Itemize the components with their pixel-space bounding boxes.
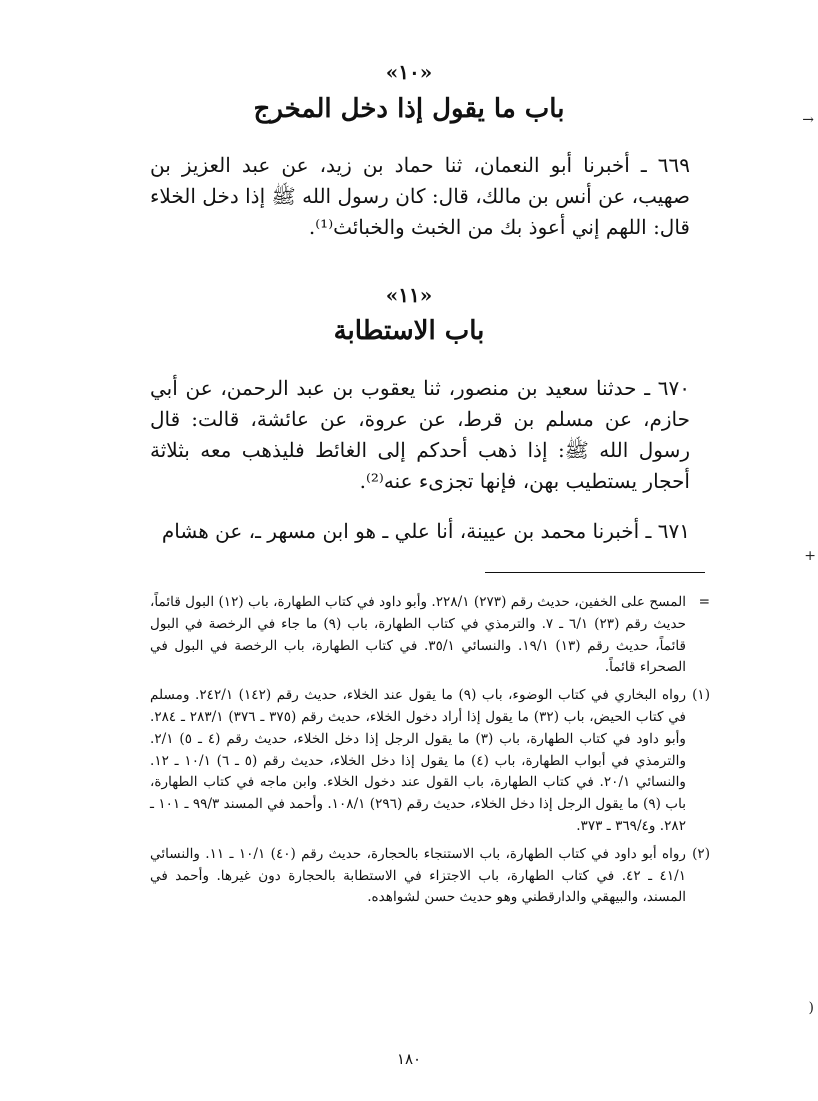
hadith-paragraph <box>150 150 690 243</box>
footnotes <box>150 592 710 915</box>
chapter-title: باب ما يقول إذا دخل المخرج <box>253 94 565 124</box>
footnote-marker: = <box>698 594 710 610</box>
hadith-paragraph <box>150 516 690 547</box>
section-number: «١٠» <box>385 60 433 84</box>
footnote-marker: (٢) <box>692 845 710 862</box>
hadith-671: ٦٧١ ـ أخبرنا محمد بن عيينة، أنا علي ـ هو ابن مسهر ـ، عن هشام <box>161 519 690 543</box>
hadith-670: ٦٧٠ ـ حدثنا سعيد بن منصور، ثنا يعقوب بن عبد الرحمن، عن أبي حازم، عن مسلم بن قرط، عن عروة، عن عائشة، قالت: قال رسول الله ﷺ: إذا ذهب أحدكم إلى الغائط فليذهب معه بثلاثة أحجار يستطيب بهن، فإنها تجزىء عنه⁽²⁾. <box>150 376 690 493</box>
hadith-paragraph <box>150 373 690 497</box>
scan-edge-mark: + <box>804 548 816 564</box>
scan-edge-mark: ( <box>808 1000 814 1016</box>
footnote-text: رواه أبو داود في كتاب الطهارة، باب الاستنجاء بالحجارة، حديث رقم (٤٠) ١٠/١ ـ ١١. والنسائي ٤١/١ ـ ٤٢. في كتاب الطهارة، باب الاجتزاء في الاستطابة بالحجارة دون غيرها. وأحمد في المسند، والبيهقي والدارقطني وهو حديث حسن لشواهده. <box>150 845 686 906</box>
chapter-title: باب الاستطابة <box>333 316 485 346</box>
page-number: ١٨٠ <box>396 1050 422 1068</box>
section-number: «١١» <box>385 283 433 307</box>
footnote <box>150 844 710 909</box>
footnote <box>150 685 710 838</box>
scan-edge-mark: → <box>802 112 814 128</box>
footnote-marker: (١) <box>692 687 710 704</box>
footnote-text: رواه البخاري في كتاب الوضوء، باب (٩) ما يقول عند الخلاء، حديث رقم (١٤٢) ٢٤٢/١. ومسلم في كتاب الحيض، باب (٣٢) ما يقول إذا أراد دخول الخلاء، حديث رقم (٣٧٥ ـ ٣٧٦) ٢٨٣/١ ـ ٢٨٤. وأبو داود في كتاب الطهارة، باب (٣) ما يقول الرجل إذا دخل الخلاء، حديث رقم (٤ ـ ٥) ٢/١. والترمذي في أبواب الطهارة، باب (٤) ما يقول إذا دخل الخلاء، حديث رقم (٥ ـ ٦) ١٠/١ ـ ١٢. والنسائي ٢٠/١. في كتاب الطهارة، باب القول عند دخول الخلاء. وابن ماجه في كتاب الطهارة، باب (٩) ما يقول الرجل إذا دخل الخلاء، حديث رقم (٢٩٦) ١٠٨/١. وأحمد في المسند ٩٩/٣ ـ ١٠١ ـ ٢٨٢. و٣٦٩/٤ ـ ٣٧٣. <box>150 687 687 834</box>
footnote-separator <box>485 572 705 573</box>
footnote-text: المسح على الخفين، حديث رقم (٢٧٣) ٢٢٨/١. وأبو داود في كتاب الطهارة، باب (١٢) البول قائماً، حديث رقم (٢٣) ٦/١ ـ ٧. والترمذي في كتاب الطهارة، باب (٩) ما جاء في الرخصة في البول قائماً، حديث رقم (١٣) ١٩/١. والنسائي ٣٥/١. في كتاب الطهارة، باب الرخصة في البول في الصحراء قائماً. <box>150 594 687 676</box>
hadith-669: ٦٦٩ ـ أخبرنا أبو النعمان، ثنا حماد بن زيد، عن عبد العزيز بن صهيب، عن أنس بن مالك، قال: كان رسول الله ﷺ إذا دخل الخلاء قال: اللهم إني أعوذ بك من الخبث والخبائث⁽¹⁾. <box>150 153 690 239</box>
footnote <box>150 592 710 679</box>
